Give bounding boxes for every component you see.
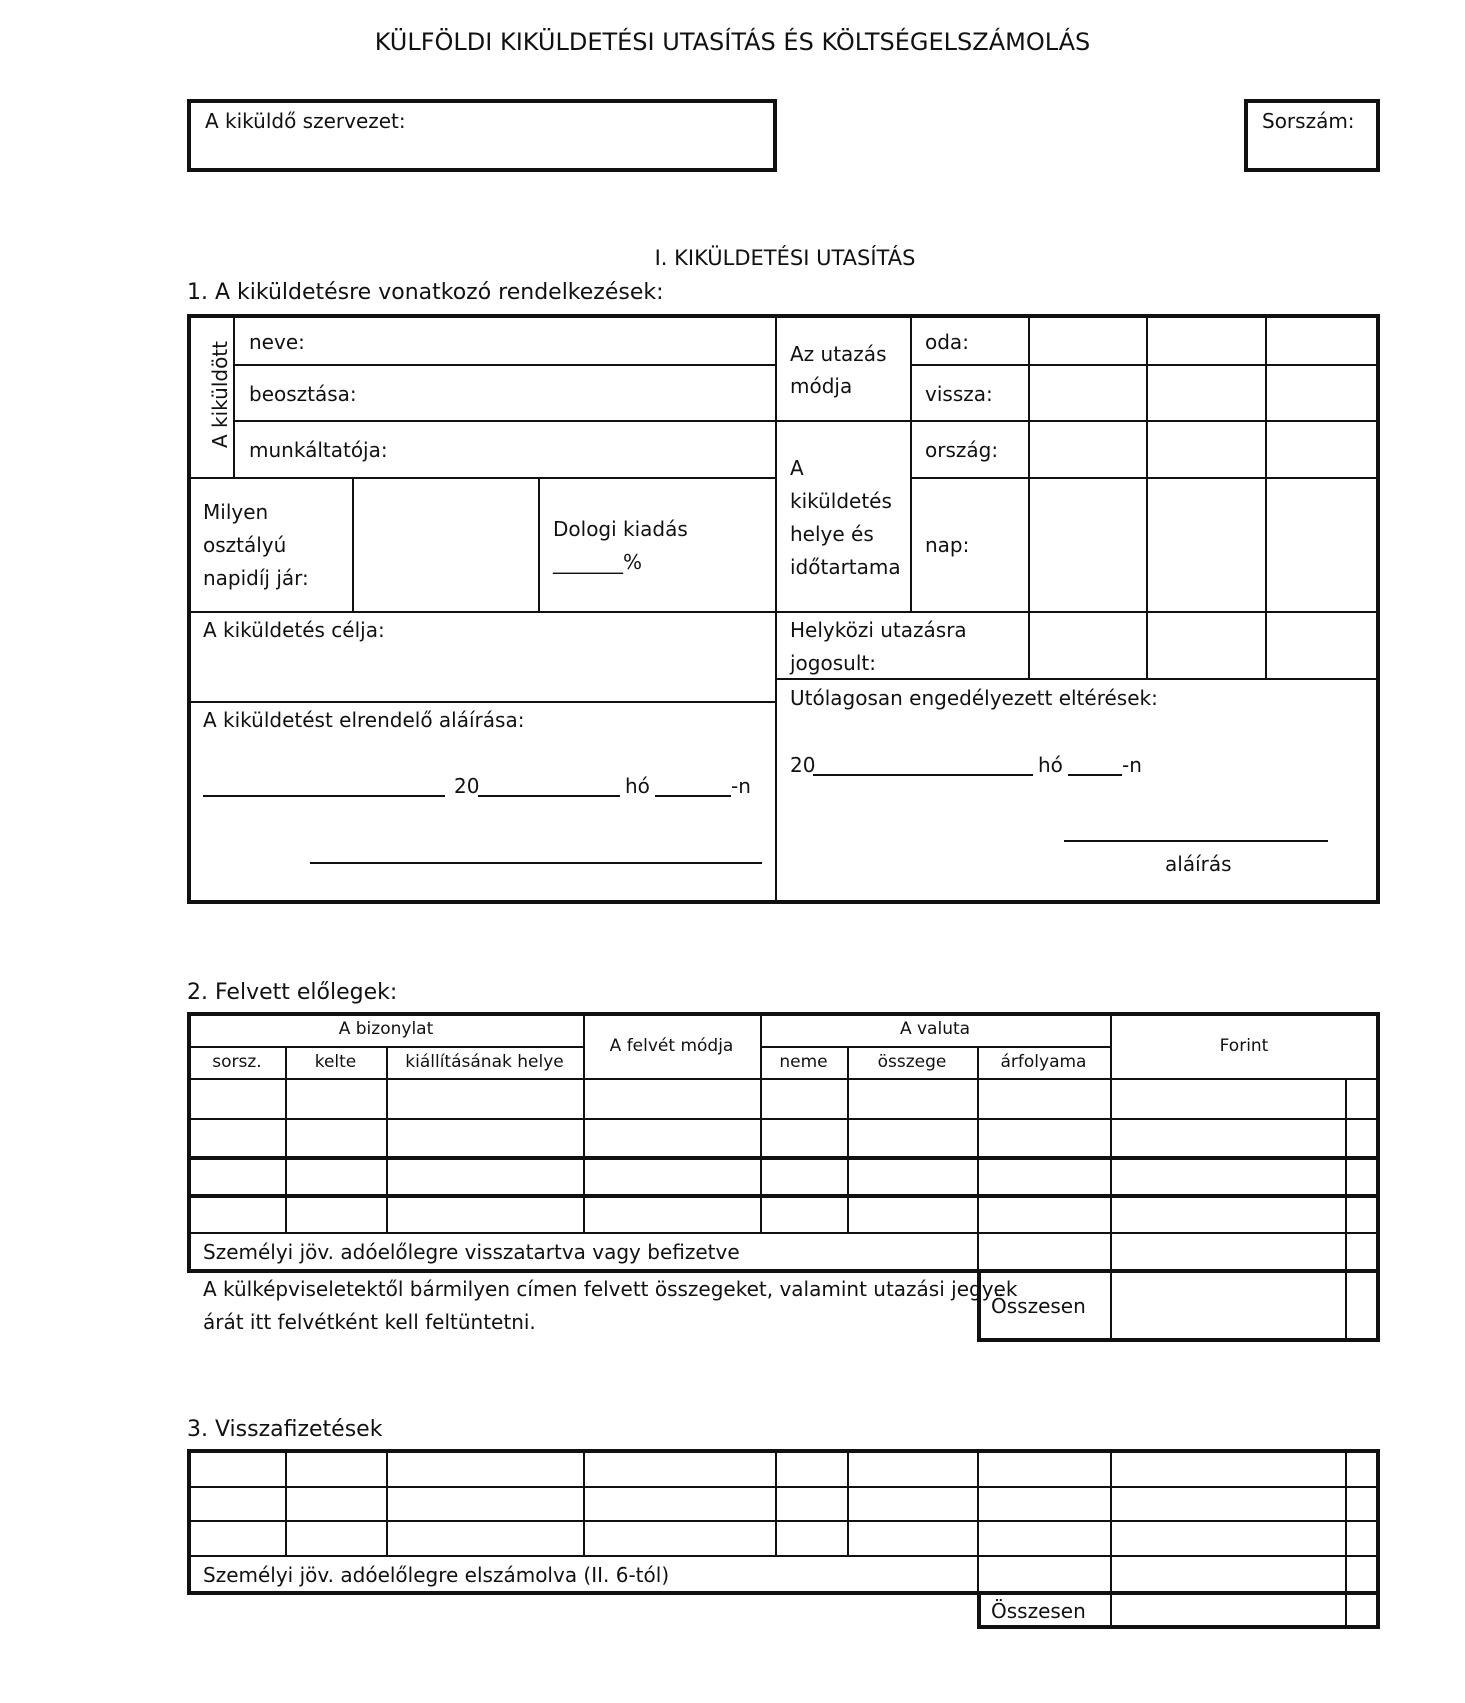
signature-label: aláírás: [1165, 852, 1232, 876]
col-kind: neme: [779, 1052, 828, 1072]
material-cost-percent[interactable]: _______%: [553, 550, 643, 574]
repayments-entry-rows[interactable]: [189, 1453, 1378, 1554]
section3-title: 3. Visszafizetések: [187, 1417, 383, 1442]
col-voucher: A bizonylat: [338, 1019, 434, 1039]
there-label: oda:: [925, 330, 969, 354]
name-field[interactable]: [330, 318, 770, 362]
order-signature-line[interactable]: [310, 862, 762, 864]
section2-title: 2. Felvett előlegek:: [187, 980, 398, 1005]
days-label: nap:: [925, 533, 970, 557]
name-label: neve:: [249, 330, 305, 354]
place-label-3: helye és: [790, 522, 874, 546]
advances-total-label: Összesen: [991, 1294, 1086, 1318]
repayments-tax-row: Személyi jöv. adóelőlegre elszámolva (II. 6-tól): [203, 1563, 670, 1587]
deviations-label: Utólagosan engedélyezett eltérések:: [790, 686, 1158, 710]
dev-day-suffix: -n: [1122, 753, 1142, 777]
advances-total-field[interactable]: [1112, 1273, 1342, 1338]
place-label-4: időtartama: [790, 555, 901, 579]
order-day-suffix: -n: [731, 774, 751, 798]
col-serial: sorsz.: [212, 1052, 262, 1072]
advances-note-1: A külképviseletektől bármilyen címen felvett összegeket, valamint utazási jegyek: [203, 1277, 1018, 1301]
country-label: ország:: [925, 438, 999, 462]
back-label: vissza:: [925, 382, 993, 406]
advances-tax-row: Személyi jöv. adóelőlegre visszatartva vagy befizetve: [203, 1240, 740, 1264]
serial-label: Sorszám:: [1262, 109, 1355, 133]
employer-field[interactable]: [380, 424, 770, 474]
travel-mode-label-2: módja: [790, 374, 853, 398]
purpose-label: A kiküldetés célja:: [203, 618, 385, 642]
material-cost-label: Dologi kiadás: [553, 517, 688, 541]
per-diem-label-1: Milyen: [203, 500, 269, 524]
order-month-label: hó: [625, 774, 650, 798]
order-date-year: 20: [454, 774, 480, 798]
col-method: A felvét módja: [609, 1036, 734, 1056]
place-label-2: kiküldetés: [790, 489, 892, 513]
dev-month-label: hó: [1038, 753, 1063, 777]
dev-date-year: 20: [790, 753, 816, 777]
col-date: kelte: [314, 1052, 357, 1072]
repayments-total-field[interactable]: [1112, 1595, 1342, 1625]
advances-note-2: árát itt felvétként kell feltüntetni.: [203, 1310, 536, 1334]
advances-entry-rows[interactable]: [189, 1080, 1378, 1232]
serial-field[interactable]: [1244, 99, 1380, 172]
travel-mode-label-1: Az utazás: [790, 342, 887, 366]
col-amount: összege: [877, 1052, 947, 1072]
local-travel-label-1: Helyközi utazásra: [790, 618, 967, 642]
org-label: A kiküldő szervezet:: [205, 109, 406, 133]
col-huf: Forint: [1219, 1036, 1269, 1056]
dev-signature-line[interactable]: [1064, 840, 1328, 842]
position-label: beosztása:: [249, 382, 357, 406]
col-place: kiállításának helye: [405, 1052, 564, 1072]
purpose-field[interactable]: [193, 645, 771, 697]
per-diem-field[interactable]: [356, 481, 536, 609]
per-diem-label-3: napidíj jár:: [203, 566, 309, 590]
employer-label: munkáltatója:: [249, 438, 388, 462]
order-sign-label: A kiküldetést elrendelő aláírása:: [203, 708, 525, 732]
local-travel-label-2: jogosult:: [790, 651, 876, 675]
place-label-1: A: [790, 456, 804, 480]
section1-title: I. KIKÜLDETÉSI UTASÍTÁS: [654, 246, 916, 270]
form-title: KÜLFÖLDI KIKÜLDETÉSI UTASÍTÁS ÉS KÖLTSÉGELSZÁMOLÁS: [374, 28, 1091, 56]
repayments-total-label: Összesen: [991, 1599, 1086, 1623]
position-field[interactable]: [360, 368, 770, 418]
delegate-vertical-label: A kiküldött: [208, 341, 232, 448]
section1-subtitle: 1. A kiküldetésre vonatkozó rendelkezések:: [187, 280, 664, 305]
col-rate: árfolyama: [1000, 1052, 1087, 1072]
org-field[interactable]: [187, 99, 777, 172]
per-diem-label-2: osztályú: [203, 533, 287, 557]
col-currency: A valuta: [899, 1019, 971, 1039]
